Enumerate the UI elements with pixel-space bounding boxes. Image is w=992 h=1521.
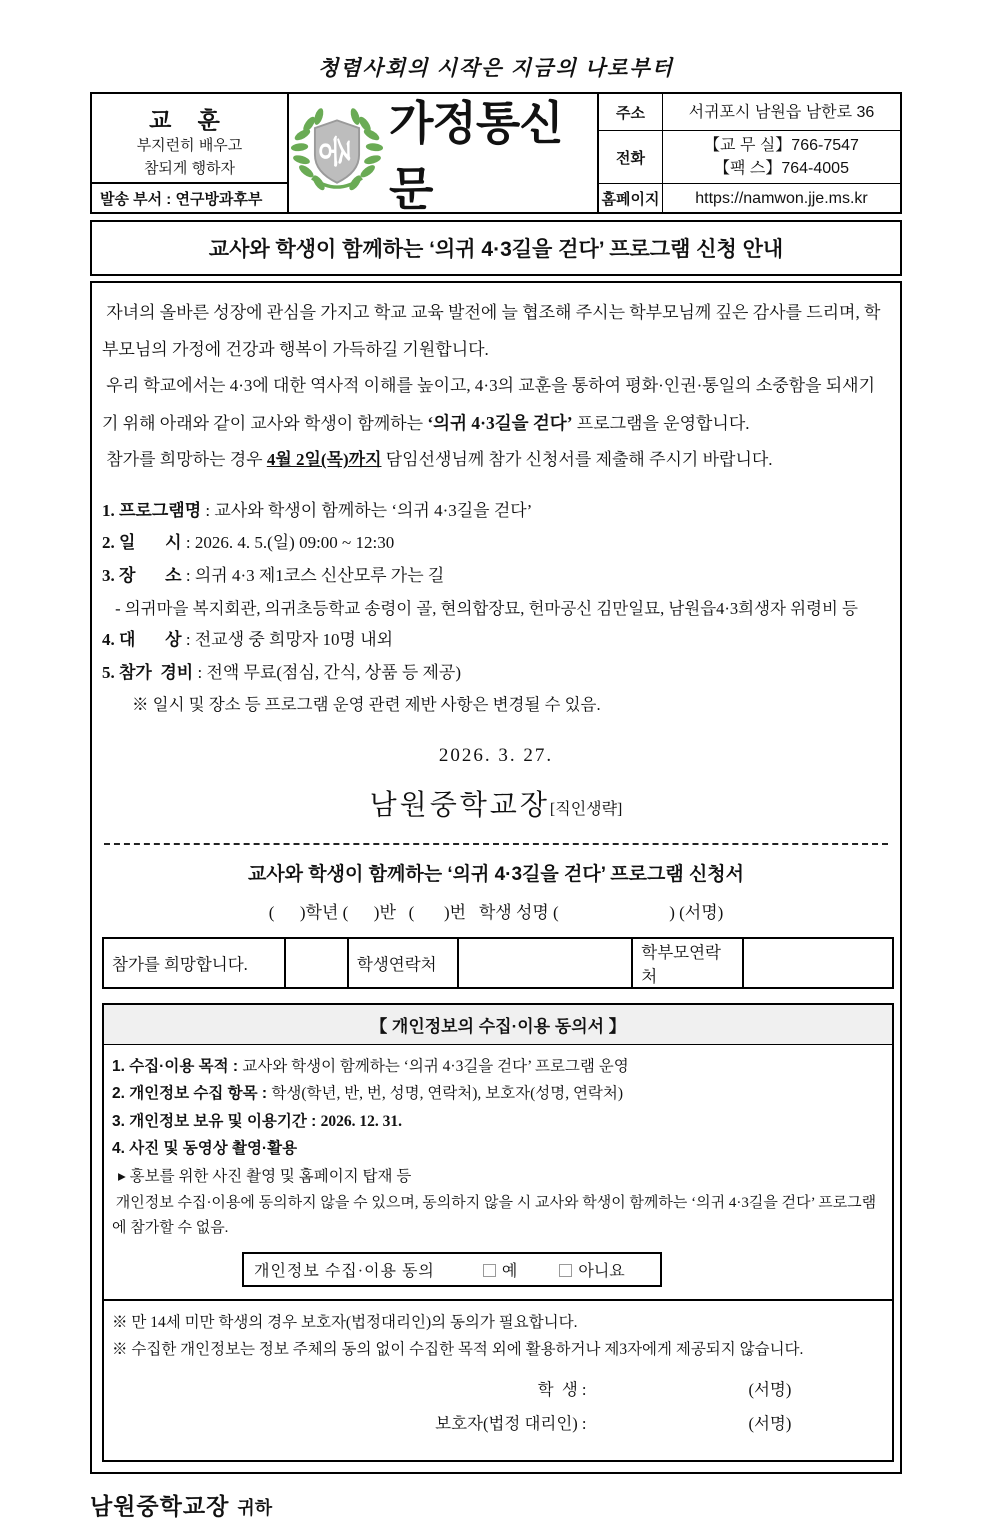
principal-name: 남원중학교장 — [369, 789, 550, 821]
list-item: 5. 참가 경비 : 전액 무료(점심, 간식, 상품 등 제공) — [102, 662, 461, 682]
table-row — [103, 938, 893, 988]
list-item: 2. 일 시 : 2026. 4. 5.(일) 09:00 ~ 12:30 — [102, 533, 395, 553]
refusal-note: 개인정보 수집·이용에 동의하지 않을 수 있으며, 동의하지 않을 시 교사와 학생이 함께하는 ‘의귀 4·3길을 걷다’ 프로그램에 참가할 수 없음. — [112, 1194, 877, 1237]
consent-no-option[interactable]: 아니요 — [559, 1258, 624, 1281]
consent-body — [104, 1045, 892, 1287]
consent-item-2: 2. 개인정보 수집 항목 : 학생(학년, 반, 번, 성명, 연락처), 보호자(성명, 연락처) — [112, 1085, 624, 1103]
intro-paragraph-1: 자녀의 올바른 성장에 관심을 가지고 학교 교육 발전에 늘 협조해 주시는 학부모님께 깊은 감사를 드리며, 학부모님의 가정에 건강과 행복이 가득하길 기원합니다. — [102, 303, 881, 359]
intro-paragraph-2 — [102, 368, 890, 442]
consent-item-3: 3. 개인정보 보유 및 이용기간 : 2026. 12. 31. — [112, 1112, 403, 1130]
parent-contact-label: 학부모연락처 — [632, 938, 743, 988]
doc-type-cell — [289, 94, 599, 215]
school-emblem-icon — [289, 105, 385, 201]
p3-text: 참가를 희망하는 경우 — [102, 450, 267, 470]
parent-contact-input[interactable] — [743, 938, 893, 988]
addressee-honorific: 귀하 — [237, 1498, 273, 1519]
student-info-fields[interactable]: ( )학년 ( )반 ( )번 학생 성명 ( ) (서명) — [268, 902, 724, 922]
change-note: ※ 일시 및 장소 등 프로그램 운영 관련 제반 사항은 변경될 수 있음. — [132, 695, 601, 715]
consent-choice-row — [242, 1252, 662, 1287]
homepage-row — [599, 184, 900, 212]
motto-line-2: 참되게 행하자 — [143, 159, 236, 177]
list-item: 1. 프로그램명 : 교사와 학생이 함께하는 ‘의귀 4·3길을 걷다’ — [102, 500, 533, 520]
consent-item-1: 1. 수집·이용 목적 : 교사와 학생이 함께하는 ‘의귀 4·3길을 걷다’ 프로그램 운영 — [112, 1057, 629, 1075]
doc-type-title: 가정통신문 — [389, 97, 563, 215]
motto-line-1: 부지런히 배우고 — [136, 137, 243, 154]
address-label: 주소 — [599, 94, 663, 130]
signature-area — [112, 1363, 884, 1456]
cut-line — [104, 843, 888, 845]
school-motto — [92, 94, 287, 182]
notice-title: 교사와 학생이 함께하는 ‘의귀 4·3길을 걷다’ 프로그램 신청 안내 — [90, 220, 902, 276]
contact-info-cell — [599, 94, 900, 212]
student-contact-input[interactable] — [458, 938, 632, 988]
consent-notes — [104, 1301, 892, 1461]
place-detail: - 의귀마을 복지회관, 의귀초등학교 송령이 골, 현의합장묘, 헌마공신 김만일묘, 남원읍4·3희생자 위령비 등 — [111, 598, 858, 618]
motto-cell — [92, 94, 289, 212]
issuer — [102, 783, 890, 823]
seal-omitted-note: [직인생략] — [549, 800, 623, 818]
student-contact-label: 학생연락처 — [348, 938, 459, 988]
phone-values — [663, 131, 900, 183]
consent-yes-option[interactable]: 예 — [483, 1258, 517, 1281]
integrity-slogan: 청렴사회의 시작은 지금의 나로부터 — [317, 56, 675, 80]
intro-paragraph-3 — [102, 442, 890, 479]
address-value: 서귀포시 남원읍 남한로 36 — [688, 103, 875, 121]
sending-department: 발송 부서 : 연구방과후부 — [92, 182, 287, 212]
p2-text: 우리 학교에서는 4·3에 대한 역사적 이해를 높이고, 4·3의 교훈을 통하여 평화·인권·통일의 소중함을 되새기기 위해 아래와 같이 교사와 학생이 함께하는 — [102, 376, 876, 433]
phone-office: 【교 무 실】766-7547 — [704, 137, 859, 155]
issue-date: 2026. 3. 27. — [438, 744, 554, 766]
no-checkbox[interactable] — [559, 1264, 572, 1277]
consent-choice-label: 개인정보 수집·이용 동의 — [254, 1262, 435, 1280]
student-signature-row — [112, 1373, 884, 1408]
consent-header: 【 개인정보의 수집·이용 동의서 】 — [104, 1005, 892, 1045]
contact-table — [102, 937, 894, 989]
student-signature-label: 학 생 : — [537, 1379, 591, 1399]
phone-row — [599, 131, 900, 184]
guardian-signature-field[interactable]: (서명) — [748, 1414, 792, 1434]
consent-item-4: 4. 사진 및 동영상 촬영·활용 — [112, 1140, 298, 1158]
third-party-note: ※ 수집한 개인정보는 정보 주체의 동의 없이 수집한 목적 외에 활용하거나 제3자에게 제공되지 않습니다. — [112, 1340, 804, 1358]
addressee — [90, 1488, 902, 1521]
student-signature-field[interactable]: (서명) — [748, 1379, 792, 1399]
homepage-label: 홈페이지 — [599, 184, 663, 212]
motto-title: 교 훈 — [149, 107, 230, 133]
application-form-title: 교사와 학생이 함께하는 ‘의귀 4·3길을 걷다’ 프로그램 신청서 — [247, 863, 745, 885]
yes-checkbox[interactable] — [483, 1264, 496, 1277]
guardian-signature-row — [112, 1407, 884, 1442]
program-details-list — [102, 495, 890, 721]
phone-label: 전화 — [599, 131, 663, 183]
list-item: 4. 대 상 : 전교생 중 희망자 10명 내외 — [102, 630, 394, 650]
deadline-date: 4월 2일(목)까지 — [266, 450, 382, 470]
photo-use-detail: ▸ 홍보를 위한 사진 촬영 및 홈페이지 탑재 등 — [118, 1167, 412, 1185]
homepage-url: https://namwon.jje.ms.kr — [695, 189, 868, 207]
privacy-consent-box — [102, 1003, 894, 1462]
wish-to-join-input[interactable] — [285, 938, 348, 988]
guardian-signature-label: 보호자(법정 대리인) : — [435, 1414, 591, 1434]
p2-tail: 프로그램을 운영합니다. — [572, 413, 750, 433]
address-row — [599, 94, 900, 131]
p2-program-name: ‘의귀 4·3길을 걷다’ — [427, 412, 573, 433]
addressee-name: 남원중학교장 — [90, 1493, 230, 1520]
letterhead — [90, 92, 902, 214]
p3-tail: 담임선생님께 참가 신청서를 제출해 주시기 바랍니다. — [381, 450, 773, 470]
list-item: 3. 장 소 : 의귀 4·3 제1코스 신산모루 가는 길 — [102, 566, 445, 586]
minor-consent-note: ※ 만 14세 미만 학생의 경우 보호자(법정대리인)의 동의가 필요합니다. — [112, 1313, 578, 1331]
notice-body — [90, 281, 902, 1474]
wish-to-join-label: 참가를 희망합니다. — [103, 938, 285, 988]
phone-fax: 【팩 스】764-4005 — [714, 160, 849, 178]
emblem-letter: 중 — [316, 135, 354, 167]
